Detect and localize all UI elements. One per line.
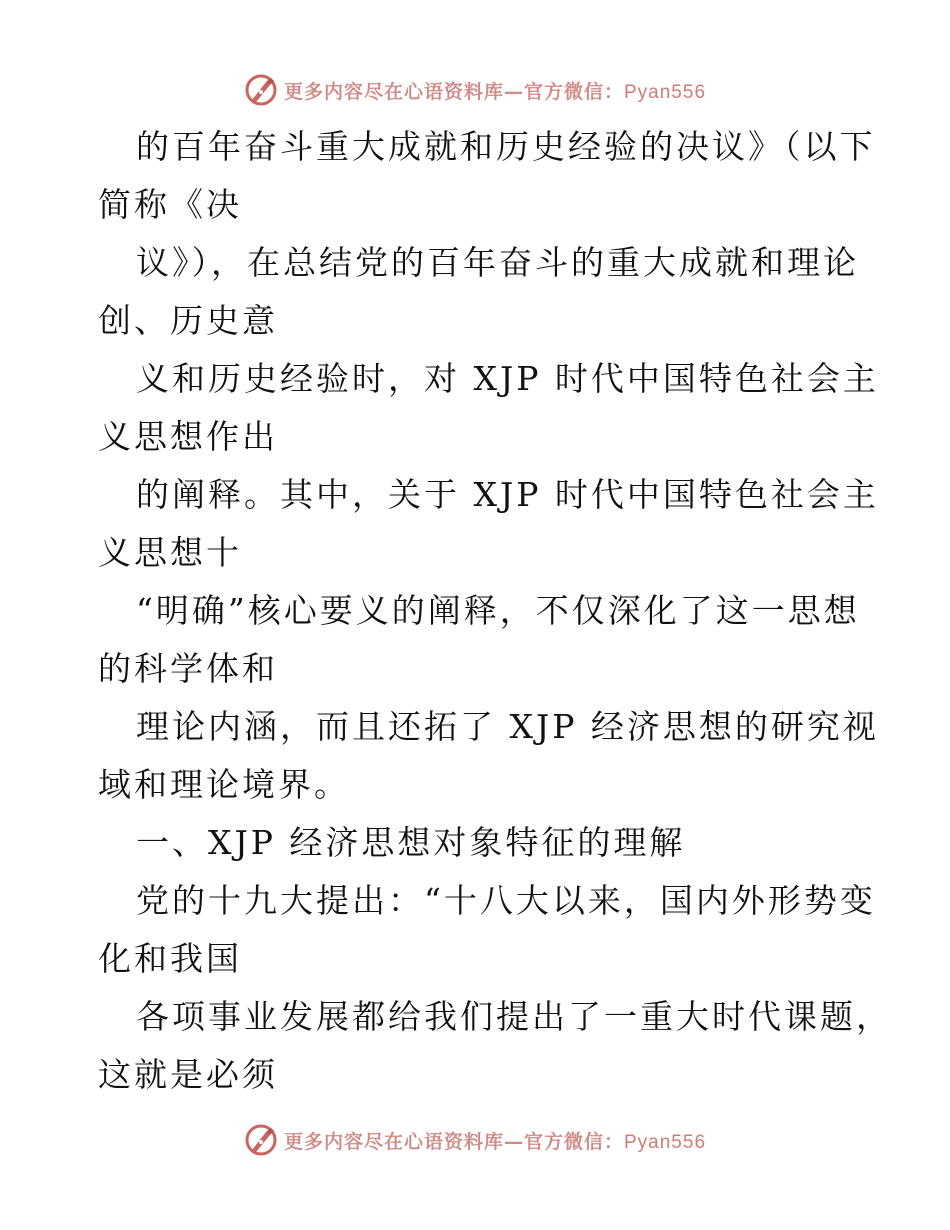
text-line: 一、XJP 经济思想对象特征的理解 xyxy=(136,823,686,862)
text-line: 党的十九大提出：“十八大以来，国内外形势变 xyxy=(136,881,876,920)
text-line: 理论内涵，而且还拓了 XJP 经济思想的研究视 xyxy=(136,707,879,746)
watermark-label: 更多内容尽在心语资料库—官方微信： xyxy=(283,80,624,103)
watermark-header xyxy=(0,70,950,110)
text-line: 各项事业发展都给我们提出了一重大时代课题， xyxy=(136,997,892,1036)
text-line: 化和我国 xyxy=(98,939,242,978)
body-text xyxy=(98,118,892,1104)
watermark-label: 更多内容尽在心语资料库—官方微信： xyxy=(283,1130,624,1153)
text-line: 的百年奋斗重大成就和历史经验的决议》（以下 xyxy=(136,127,876,166)
fountain-pen-logo-icon xyxy=(244,1123,278,1157)
text-line: 简称《决 xyxy=(98,185,242,224)
text-line: 域和理论境界。 xyxy=(98,765,350,804)
text-line: 议》），在总结党的百年奋斗的重大成就和理论 xyxy=(136,243,859,282)
text-line: “明确”核心要义的阐释，不仅深化了这一思想 xyxy=(136,591,860,630)
text-line: 的科学体和 xyxy=(98,649,278,688)
fountain-pen-logo-icon xyxy=(244,73,278,107)
text-line: 义和历史经验时，对 XJP 时代中国特色社会主 xyxy=(136,359,879,398)
watermark-text xyxy=(284,1127,706,1154)
watermark-wechat-id: Pyan556 xyxy=(624,81,707,103)
text-line: 义思想作出 xyxy=(98,417,278,456)
text-line: 创、历史意 xyxy=(98,301,278,340)
text-line: 的阐释。其中，关于 XJP 时代中国特色社会主 xyxy=(136,475,879,514)
watermark-footer xyxy=(0,1120,950,1160)
text-line: 义思想十 xyxy=(98,533,242,572)
watermark-wechat-id: Pyan556 xyxy=(624,1131,707,1153)
watermark-text xyxy=(284,77,706,104)
text-line: 这就是必须 xyxy=(98,1055,278,1094)
